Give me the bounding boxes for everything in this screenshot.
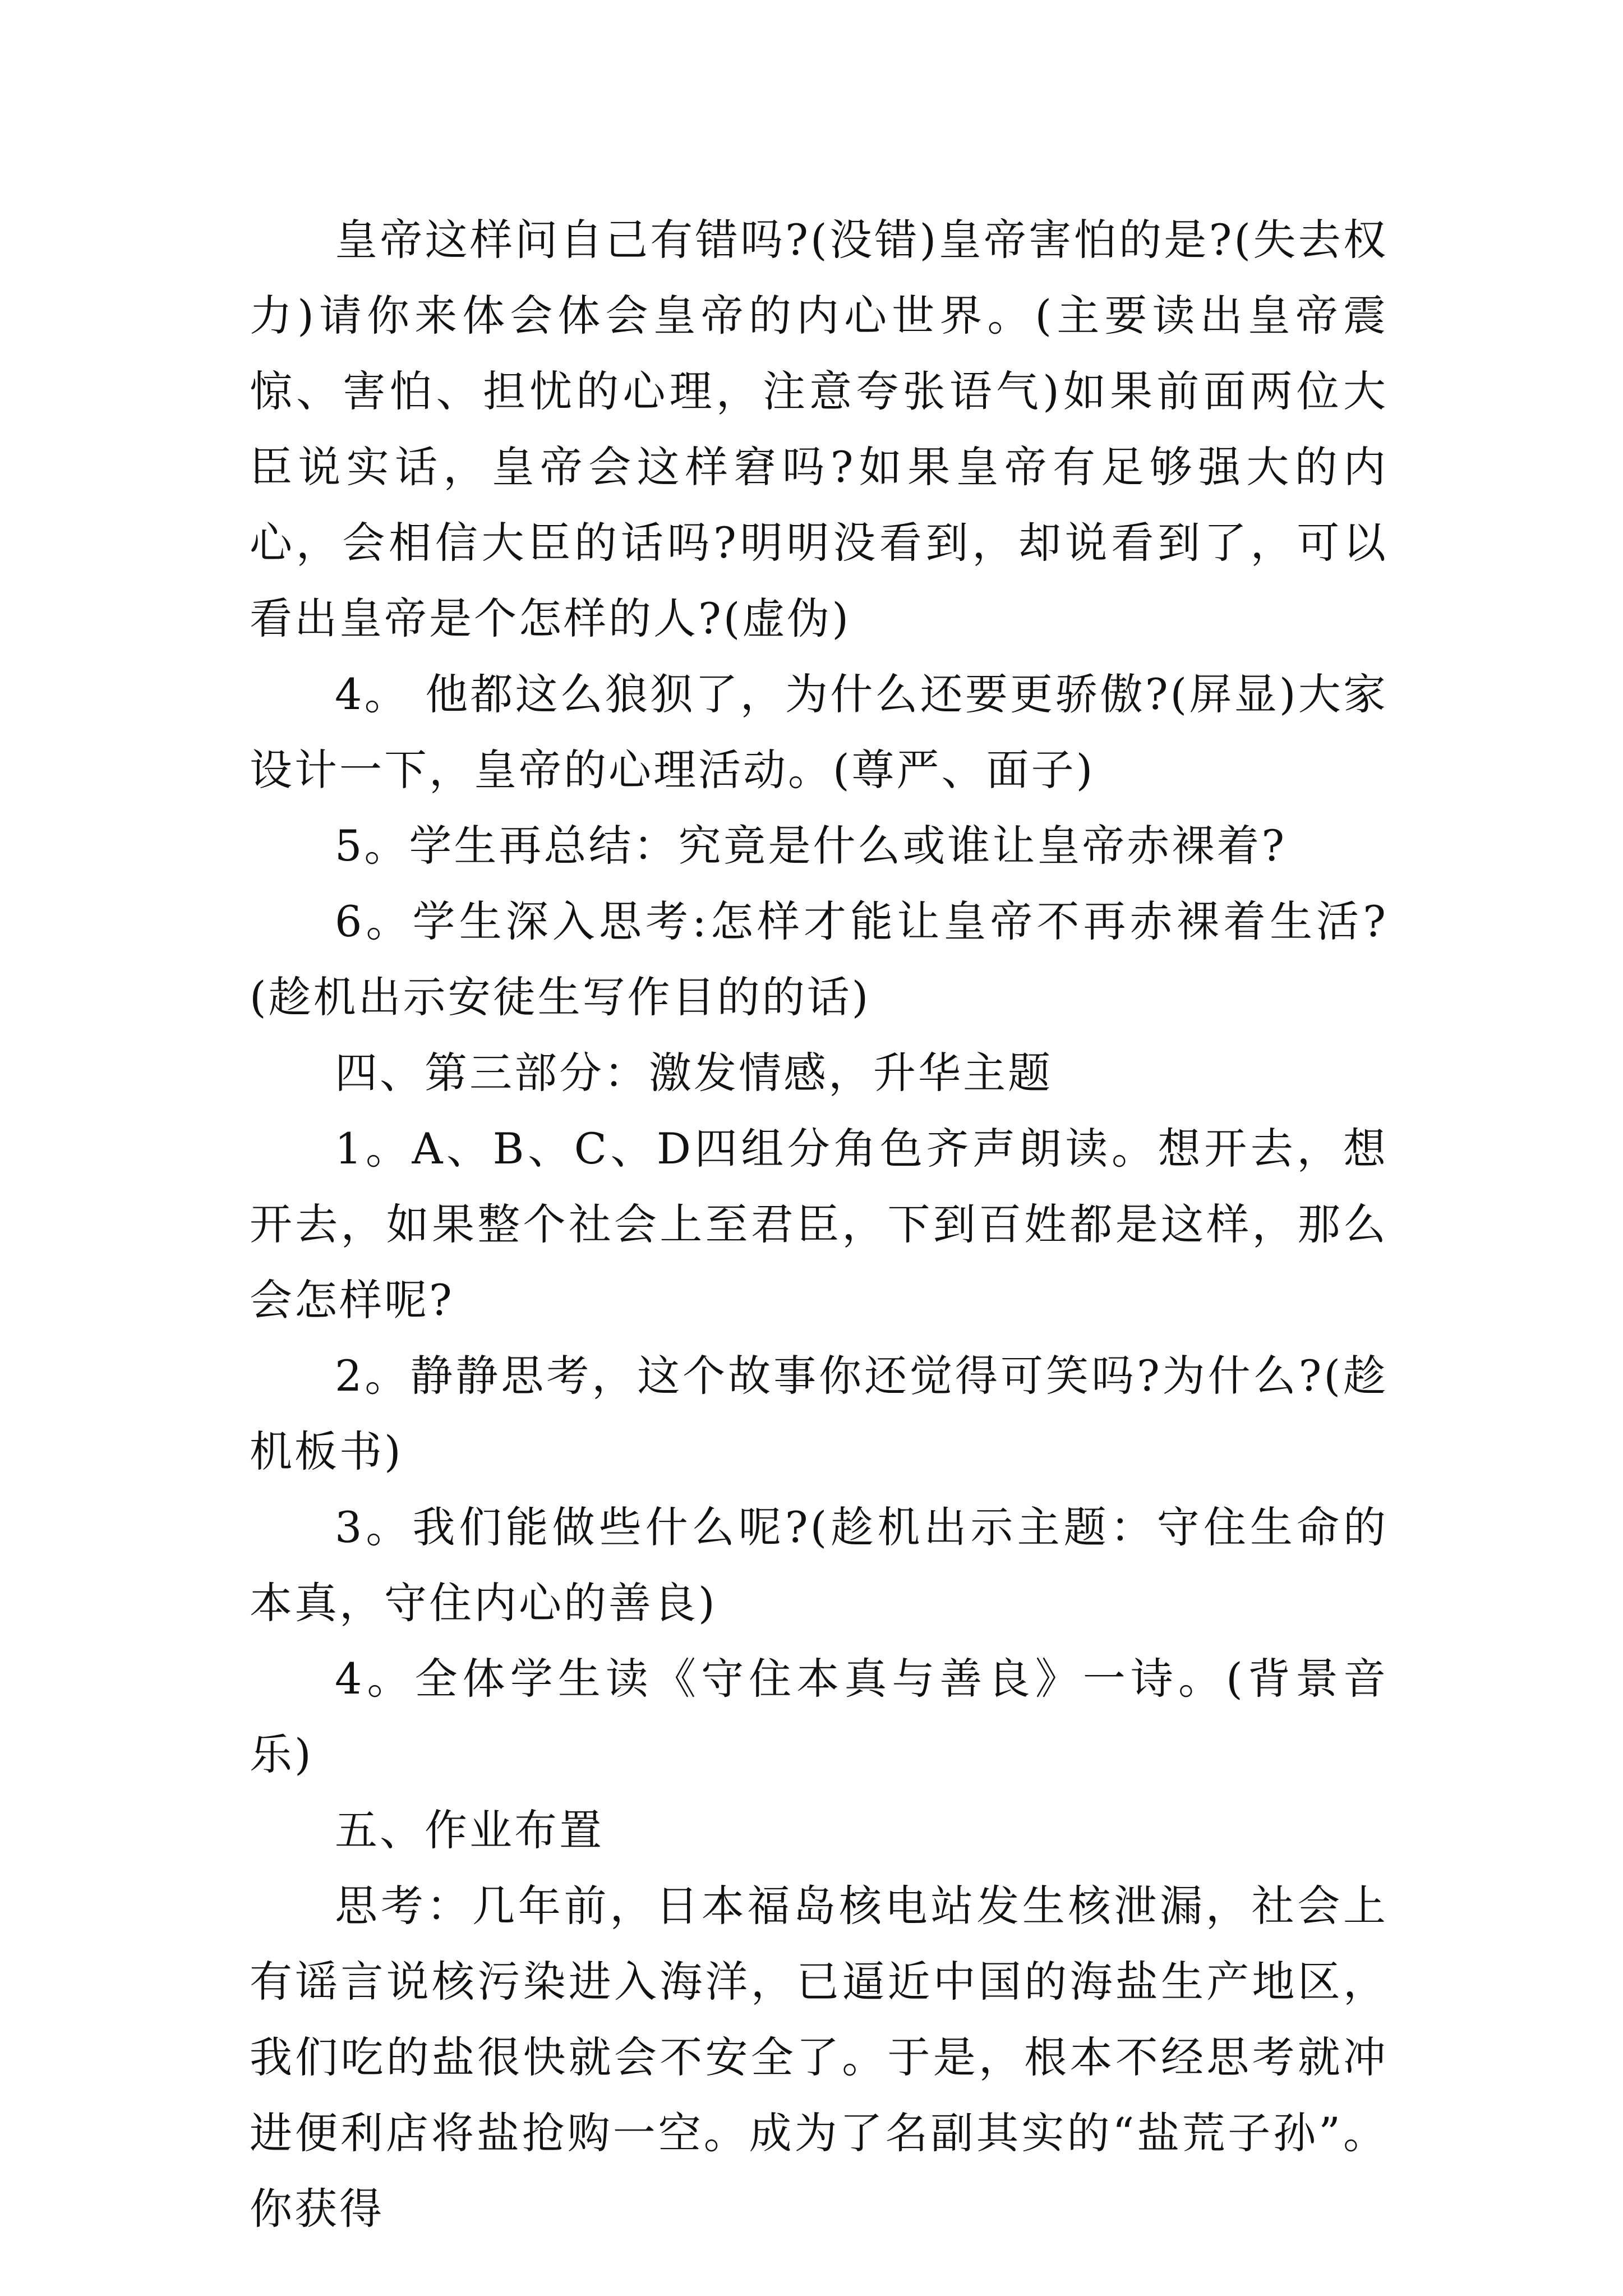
paragraph: 2。静静思考，这个故事你还觉得可笑吗?为什么?(趁机板书) — [250, 1351, 1388, 1476]
paragraph: 4。全体学生读《守住本真与善良》一诗。(背景音乐) — [250, 1654, 1388, 1779]
paragraph: 6。学生深入思考:怎样才能让皇帝不再赤裸着生活?(趁机出示安徒生写作目的的话) — [250, 896, 1388, 1022]
paragraph: 1。A、B、C、D四组分角色齐声朗读。想开去，想开去，如果整个社会上至君臣，下到百姓都是这样，那么会怎样呢? — [250, 1124, 1388, 1325]
section-heading: 四、第三部分：激发情感，升华主题 — [335, 1048, 1053, 1098]
section-heading: 五、作业布置 — [335, 1805, 604, 1855]
paragraph: 4。 他都这么狼狈了，为什么还要更骄傲?(屏显)大家设计一下，皇帝的心理活动。(尊严、面子) — [250, 669, 1388, 795]
paragraph: 思考：几年前，日本福岛核电站发生核泄漏，社会上有谣言说核污染进入海洋，已逼近中国的海盐生产地区，我们吃的盐很快就会不安全了。于是，根本不经思考就冲进便利店将盐抢购一空。成为了名副其实的“盐荒子孙”。你获得 — [250, 1881, 1388, 2234]
paragraph: 3。我们能做些什么呢?(趁机出示主题：守住生命的本真，守住内心的善良) — [250, 1502, 1388, 1628]
document-body — [250, 202, 1388, 2247]
paragraph: 皇帝这样问自己有错吗?(没错)皇帝害怕的是?(失去权力)请你来体会体会皇帝的内心世界。(主要读出皇帝震惊、害怕、担忧的心理，注意夸张语气)如果前面两位大臣说实话，皇帝会这样窘吗?如果皇帝有足够强大的内心，会相信大臣的话吗?明明没看到，却说看到了，可以看出皇帝是个怎样的人?(虚伪) — [250, 215, 1388, 643]
paragraph: 5。学生再总结：究竟是什么或谁让皇帝赤裸着? — [335, 821, 1287, 871]
